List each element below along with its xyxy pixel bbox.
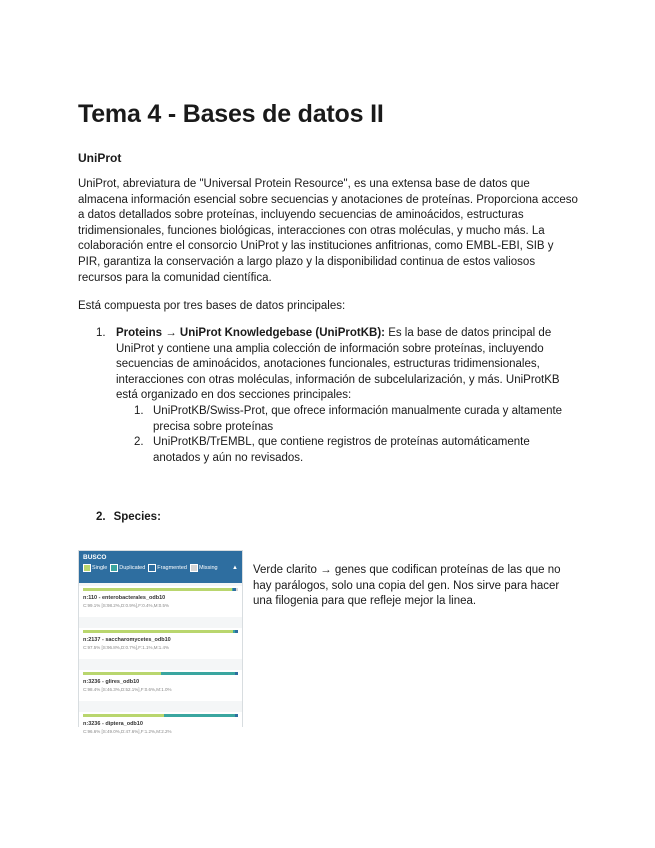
list-number: 1. <box>134 404 144 417</box>
busco-lineage-stats: C:99.1% [S:98.2%,D:0.9%],F:0.4%,M:0.5% <box>83 603 170 608</box>
busco-rows <box>79 586 242 743</box>
composition-paragraph: Está compuesta por tres bases de datos principales: <box>78 300 346 312</box>
databases-list <box>96 326 566 466</box>
legend-duplicated <box>110 564 145 572</box>
list-item-trembl <box>134 435 566 466</box>
busco-title: BUSCO <box>83 554 107 561</box>
busco-lineage-stats: C:97.5% [S:96.8%,D:0.7%],F:1.1%,M:1.4% <box>83 645 170 650</box>
intro-paragraph: UniProt, abreviatura de "Universal Protein Resource", es una extensa base de datos que almacena información esencial sobre secuencias y anotaciones de proteínas. Proporciona acceso a datos detallados sobre proteínas, incluyendo secuencias de aminoácidos, estructuras tridimensionales, funciones biológicas, interacciones con otras moléculas, y mucho más. La colaboración entre el consorcio UniProt y las instituciones anfitrionas, como EMBL-EBI, SIB y PIR, garantiza la conservación a largo plazo y la disponibilidad continua de estos valiosos recursos para la comunidad científica. <box>78 178 578 284</box>
bar-segment-fragmented <box>235 714 238 717</box>
bar-segment-single <box>83 588 232 591</box>
bar-segment-duplicated <box>164 714 235 717</box>
legend-label: Single <box>92 565 108 571</box>
collapse-caret-icon[interactable]: ▲ <box>232 565 238 571</box>
list-item-bold-label: Proteins → UniProt Knowledgebase (UniProtKB): <box>116 327 385 339</box>
legend-label: Duplicated <box>119 565 146 571</box>
bar-segment-fragmented <box>235 672 238 675</box>
busco-row <box>79 712 242 743</box>
bar-segment-single <box>83 672 161 675</box>
busco-completeness-bar <box>83 588 238 591</box>
busco-lineage-stats: C:98.4% [S:46.3%,D:52.1%],F:0.6%,M:1.0% <box>83 687 172 692</box>
legend-fragmented <box>148 564 187 572</box>
busco-completeness-bar <box>83 714 238 717</box>
busco-row <box>79 670 242 701</box>
bar-segment-duplicated <box>161 672 235 675</box>
busco-lineage-name: n:3236 - glires_odb10 <box>83 679 140 685</box>
legend-swatch-fragmented <box>148 564 156 572</box>
row-spacer <box>79 617 242 625</box>
legend-swatch-duplicated <box>110 564 118 572</box>
row-spacer <box>79 659 242 667</box>
legend-label: Fragmented <box>157 565 187 571</box>
busco-row <box>79 628 242 659</box>
list-item-proteins <box>96 326 566 466</box>
busco-lineage-stats: C:96.6% [S:49.0%,D:47.6%],F:1.2%,M:2.2% <box>83 729 172 734</box>
bar-segment-fragmented <box>235 630 238 633</box>
list-number: 2. <box>134 436 144 449</box>
list-number: 1. <box>96 327 106 339</box>
busco-screenshot <box>78 550 243 734</box>
row-spacer <box>79 701 242 709</box>
busco-lineage-name: n:110 - enterobacterales_odb10 <box>83 595 166 601</box>
busco-lineage-name: n:3236 - diptera_odb10 <box>83 721 143 727</box>
busco-completeness-bar <box>83 672 238 675</box>
list-item-text: UniProtKB/Swiss-Prot, que ofrece información manualmente curada y altamente precisa sobre proteínas <box>153 404 563 433</box>
page-title: Tema 4 - Bases de datos II <box>78 100 384 128</box>
legend-single <box>83 564 107 572</box>
busco-legend <box>83 564 238 572</box>
legend-swatch-missing <box>190 564 198 572</box>
list-number: 2. <box>96 511 106 523</box>
list-item-text: Es la base de datos principal de UniProt y contiene una amplia colección de información sobre proteínas, incluyendo secuencias de aminoácidos, anotaciones funcionales, estructuras tridimensionales, interacciones con otras moléculas, información de subcelularización, y más. UniProtKB está organizado en dos secciones principales: <box>116 327 560 402</box>
bar-segment-single <box>83 714 164 717</box>
bar-segment-missing <box>236 588 238 591</box>
busco-header <box>79 551 242 583</box>
bar-segment-single <box>83 630 233 633</box>
list-item-swissprot <box>134 404 566 435</box>
uniprotkb-sections-list <box>116 404 566 466</box>
list-item-species <box>96 511 161 523</box>
list-item-text: UniProtKB/TrEMBL, que contiene registros de proteínas automáticamente anotados y aún no revisados. <box>153 436 530 464</box>
legend-swatch-single <box>83 564 91 572</box>
busco-completeness-bar <box>83 630 238 633</box>
legend-label: Missing <box>198 565 218 571</box>
legend-missing <box>190 564 218 572</box>
busco-lineage-name: n:2137 - saccharomycetes_odb10 <box>83 637 171 643</box>
busco-caption: Verde clarito → genes que codifican proteínas de las que no hay parálogos, solo una copia del gen. Nos sirve para hacer una filogenia para que refleje mejor la linea. <box>253 564 561 608</box>
busco-row <box>79 586 242 617</box>
species-label: Species: <box>113 511 161 523</box>
section-heading: UniProt <box>78 151 122 165</box>
